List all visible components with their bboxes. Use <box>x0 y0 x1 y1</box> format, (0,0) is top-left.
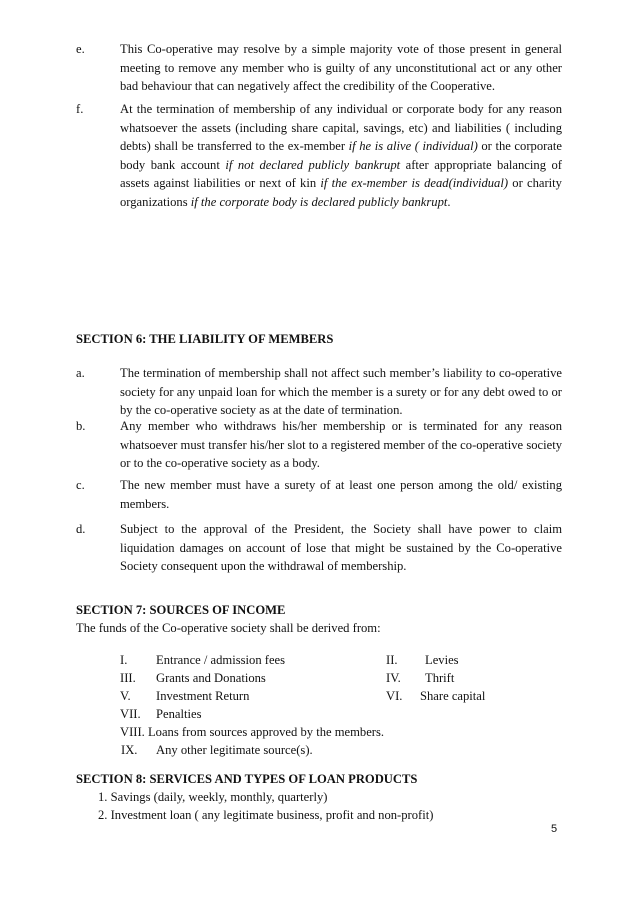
income-item-8: VIII. Loans from sources approved by the members. <box>120 725 385 739</box>
income-label: Penalties <box>156 707 202 721</box>
income-item <box>121 741 137 760</box>
clause-text-part: . <box>447 194 451 209</box>
income-num: I. <box>120 653 128 667</box>
clause-text-italic: if the ex-member is dead(individual) <box>320 176 509 191</box>
clause-text-italic: if he is alive ( individual) <box>348 139 478 154</box>
section-6-title: SECTION 6: THE LIABILITY OF MEMBERS <box>76 332 334 346</box>
income-item <box>120 705 141 724</box>
clause-text: Any member who withdraws his/her membership or is terminated for any reason whatsoever must transfer his/her slot to a registered member of the co-operative society or to the co-operative society as a body. <box>120 419 562 471</box>
section-8-title: SECTION 8: SERVICES AND TYPES OF LOAN PRODUCTS <box>76 772 418 786</box>
income-label: Entrance / admission fees <box>156 653 286 667</box>
clause-text-part: or the corporate body bank account <box>120 139 562 172</box>
income-num: V. <box>120 689 131 703</box>
clause-letter: e. <box>76 42 85 56</box>
clause-letter: b. <box>76 419 86 433</box>
income-item <box>386 687 402 706</box>
clause-c <box>76 476 562 513</box>
clause-text <box>120 100 562 212</box>
section-7-title: SECTION 7: SOURCES OF INCOME <box>76 603 286 617</box>
service-item: 2. Investment loan ( any legitimate business, profit and non-profit) <box>98 808 434 822</box>
income-item <box>120 669 136 688</box>
clause-text: Subject to the approval of the President, the Society shall have power to claim liquidation damages on account of lose that might be sustained by the Co-operative Society consequent upon the withdrawal of membership. <box>120 522 562 574</box>
clause-a <box>76 364 562 420</box>
income-item <box>120 687 131 706</box>
section-7-intro: The funds of the Co-operative society shall be derived from: <box>76 621 381 635</box>
clause-e <box>76 40 562 96</box>
clause-text-part: or charity organizations <box>120 176 562 209</box>
income-item <box>120 651 127 670</box>
clause-text: The termination of membership shall not affect such member’s liability to co-operative society for any unpaid loan for which the member is a surety or for any debt owed to or by the co-operative society as at the date of termination. <box>120 366 562 418</box>
clause-text: The new member must have a surety of at least one person among the old/ existing members. <box>120 478 562 511</box>
clause-text-italic: if the corporate body is declared publicly bankrupt <box>190 194 448 209</box>
clause-letter: c. <box>76 478 85 492</box>
income-num: III. <box>120 671 136 685</box>
income-num: IV. <box>386 671 401 685</box>
income-num: II. <box>386 653 398 667</box>
clause-text-italic: if not declared publicly bankrupt <box>225 157 401 172</box>
clause-f <box>76 100 562 212</box>
service-item: 1. Savings (daily, weekly, monthly, quarterly) <box>98 790 328 804</box>
clause-letter: a. <box>76 366 85 380</box>
income-label: Thrift <box>425 671 455 685</box>
clause-b <box>76 417 562 473</box>
income-num: VI. <box>386 689 403 703</box>
clause-text-part: after appropriate balancing of assets against liabilities or next of kin <box>120 157 562 191</box>
income-label: Any other legitimate source(s). <box>156 743 313 757</box>
clause-text-part: At the termination of membership of any individual or corporate body for any reason whatsoever the assets (including share capital, savings, etc) and liabilities ( including debts) shall be transferred to the ex-member <box>120 102 562 154</box>
income-label: Levies <box>425 653 459 667</box>
clause-d <box>76 520 562 576</box>
clause-letter: d. <box>76 522 86 536</box>
income-label: Investment Return <box>156 689 250 703</box>
income-num: VII. <box>120 707 141 721</box>
clause-text: This Co-operative may resolve by a simple majority vote of those present in general meeting to remove any member who is guilty of any unconstitutional act or any other bad behaviour that can negatively affect the credibility of the Cooperative. <box>120 42 562 94</box>
income-item <box>386 651 398 670</box>
page-number: 5 <box>551 823 558 835</box>
income-label: Share capital <box>420 689 486 703</box>
clause-letter: f. <box>76 102 84 116</box>
income-num: IX. <box>121 743 138 757</box>
income-item <box>386 669 401 688</box>
income-label: Grants and Donations <box>156 671 266 685</box>
